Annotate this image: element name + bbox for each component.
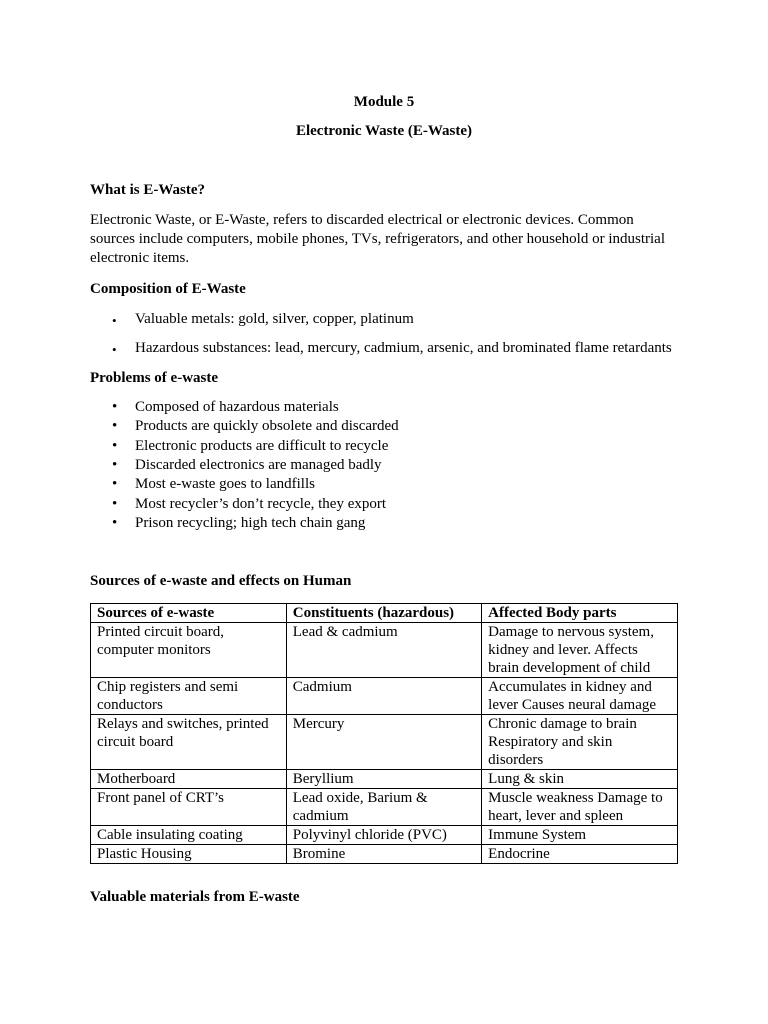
table-row [91, 623, 678, 678]
bullet-icon: • [112, 515, 118, 531]
module-title: Module 5 [353, 94, 415, 110]
cell-line: Beryllium [292, 771, 354, 787]
list-item: Discarded electronics are managed badly [135, 457, 382, 473]
list-item: Valuable metals: gold, silver, copper, platinum [135, 311, 414, 327]
table-row [91, 826, 678, 845]
cell-line: Lead oxide, Barium & [292, 790, 428, 806]
cell-line: circuit board [97, 734, 174, 750]
cell-line: Damage to nervous system, [488, 624, 654, 640]
column-header: Sources of e-waste [91, 604, 287, 623]
list-item: Products are quickly obsolete and discarded [135, 418, 399, 434]
table-cell [286, 770, 481, 789]
table-row [91, 789, 678, 826]
cell-line: Chip registers and semi [97, 679, 239, 695]
cell-line: Immune System [488, 827, 587, 843]
table-cell [482, 770, 678, 789]
list-item: Prison recycling; high tech chain gang [135, 515, 366, 531]
list-item: Most e-waste goes to landfills [135, 476, 315, 492]
cell-line: Respiratory and skin [488, 734, 613, 750]
cell-line: Cadmium [292, 679, 352, 695]
table-cell [91, 789, 287, 826]
cell-line: cadmium [292, 808, 349, 824]
list-item: Hazardous substances: lead, mercury, cadmium, arsenic, and brominated flame retardants [135, 340, 672, 356]
cell-line: lever Causes neural damage [488, 697, 657, 713]
cell-line: Relays and switches, printed [97, 716, 269, 732]
table-row [91, 715, 678, 770]
cell-line: Accumulates in kidney and [488, 679, 652, 695]
table-row [91, 845, 678, 864]
table-cell [91, 623, 287, 678]
cell-line: Motherboard [97, 771, 176, 787]
cell-line: Muscle weakness Damage to [488, 790, 663, 806]
heading-valuable-materials: Valuable materials from E-waste [90, 889, 300, 905]
table-cell [286, 623, 481, 678]
bullet-icon: • [112, 313, 117, 328]
cell-line: Printed circuit board, [97, 624, 225, 640]
column-header: Constituents (hazardous) [286, 604, 481, 623]
sources-effects-table [90, 603, 678, 864]
table-cell [91, 678, 287, 715]
cell-line: Plastic Housing [97, 846, 192, 862]
heading-what-is-ewaste: What is E-Waste? [90, 182, 206, 198]
cell-line: Bromine [292, 846, 346, 862]
cell-line: Front panel of CRT’s [97, 790, 225, 806]
cell-line: Mercury [292, 716, 345, 732]
cell-line: Lung & skin [488, 771, 565, 787]
cell-line: computer monitors [97, 642, 211, 658]
table-cell [482, 623, 678, 678]
list-item: Most recycler’s don’t recycle, they export [135, 496, 387, 512]
bullet-icon: • [112, 476, 118, 492]
table-cell [286, 715, 481, 770]
table-cell [482, 678, 678, 715]
bullet-icon: • [112, 399, 118, 415]
table-row [91, 678, 678, 715]
table-cell [482, 845, 678, 864]
cell-line: Polyvinyl chloride (PVC) [292, 827, 447, 843]
cell-line: kidney and lever. Affects [488, 642, 638, 658]
cell-line: heart, lever and spleen [488, 808, 624, 824]
cell-line: disorders [488, 752, 544, 768]
bullet-icon: • [112, 457, 118, 473]
column-header: Affected Body parts [482, 604, 678, 623]
subject-title: Electronic Waste (E-Waste) [295, 123, 473, 139]
list-item: Composed of hazardous materials [135, 399, 339, 415]
bullet-icon: • [112, 438, 118, 454]
cell-line: brain development of child [488, 660, 651, 676]
paragraph-line: sources include computers, mobile phones, TVs, refrigerators, and other household or industrial [90, 231, 666, 247]
table-cell [286, 789, 481, 826]
table-cell [286, 678, 481, 715]
table-header-row [91, 604, 678, 623]
table-cell [482, 826, 678, 845]
table-cell [286, 826, 481, 845]
heading-sources: Sources of e-waste and effects on Human [90, 573, 352, 589]
table-row [91, 770, 678, 789]
cell-line: conductors [97, 697, 163, 713]
cell-line: Cable insulating coating [97, 827, 243, 843]
table-cell [91, 826, 287, 845]
bullet-icon: • [112, 418, 118, 434]
heading-problems: Problems of e-waste [90, 370, 219, 386]
paragraph-line: Electronic Waste, or E-Waste, refers to discarded electrical or electronic devices. Common [90, 212, 634, 228]
cell-line: Endocrine [488, 846, 550, 862]
table-cell [91, 715, 287, 770]
table-cell [482, 715, 678, 770]
cell-line: Chronic damage to brain [488, 716, 637, 732]
list-item: Electronic products are difficult to recycle [135, 438, 389, 454]
bullet-icon: • [112, 496, 118, 512]
table-cell [91, 845, 287, 864]
heading-composition: Composition of E-Waste [90, 281, 246, 297]
paragraph-line: electronic items. [90, 250, 190, 266]
table-cell [286, 845, 481, 864]
bullet-icon: • [112, 342, 117, 357]
table-cell [482, 789, 678, 826]
cell-line: Lead & cadmium [292, 624, 398, 640]
table-cell [91, 770, 287, 789]
